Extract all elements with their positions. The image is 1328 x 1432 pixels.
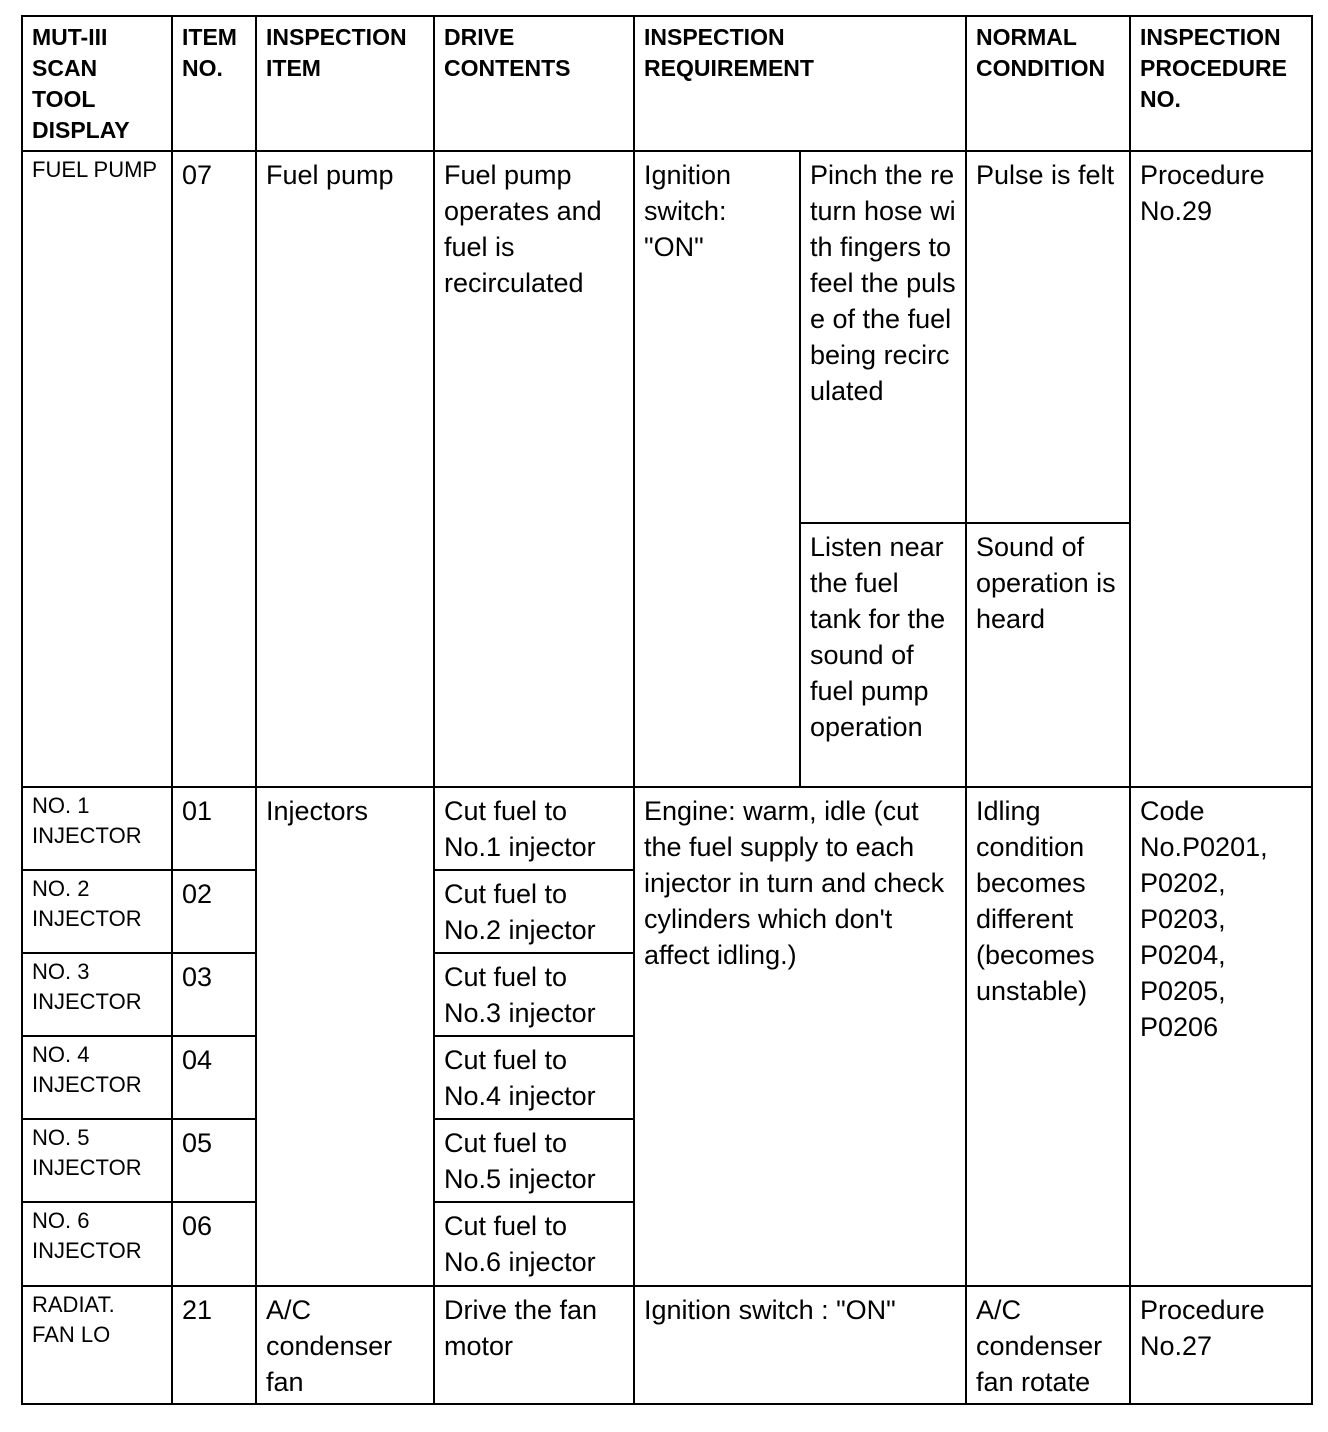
procedure-fuel-pump: Procedure No.29: [1130, 151, 1312, 787]
drive-injector-3: Cut fuel to No.3 injector: [434, 953, 634, 1036]
item-no-injector-6: 06: [172, 1202, 256, 1286]
display-injector-6: NO. 6 INJECTOR: [22, 1202, 172, 1286]
drive-fuel-pump: Fuel pump operates and fuel is recirculated: [434, 151, 634, 787]
check-listen-fuel-tank: Listen near the fuel tank for the sound of fuel pump operation: [800, 523, 966, 787]
display-injector-2: NO. 2 INJECTOR: [22, 870, 172, 953]
display-injector-4: NO. 4 INJECTOR: [22, 1036, 172, 1119]
procedure-fan: Procedure No.27: [1130, 1286, 1312, 1404]
procedure-injectors: Code No.P0201, P0202, P0203, P0204, P0205, P0206: [1130, 787, 1312, 1286]
normal-pulse-felt: Pulse is felt: [966, 151, 1130, 523]
display-injector-3: NO. 3 INJECTOR: [22, 953, 172, 1036]
table-row: [22, 1286, 1312, 1404]
check-pinch-return-hose: Pinch the return hose with fingers to feel the pulse of the fuel being recirculated: [800, 151, 966, 523]
header-display: MUT-III SCAN TOOL DISPLAY: [22, 16, 172, 151]
inspection-item-fan: A/C condenser fan: [256, 1286, 434, 1404]
display-radiat-fan-lo: RADIAT. FAN LO: [22, 1286, 172, 1404]
requirement-fan: Ignition switch : "ON": [634, 1286, 966, 1404]
header-normal-condition: NORMAL CONDITION: [966, 16, 1130, 151]
display-injector-5: NO. 5 INJECTOR: [22, 1119, 172, 1202]
header-item-no: ITEM NO.: [172, 16, 256, 151]
header-inspection-item: INSPECTION ITEM: [256, 16, 434, 151]
item-no-injector-3: 03: [172, 953, 256, 1036]
item-no-injector-4: 04: [172, 1036, 256, 1119]
drive-injector-5: Cut fuel to No.5 injector: [434, 1119, 634, 1202]
inspection-item-fuel-pump: Fuel pump: [256, 151, 434, 787]
table-row: [22, 151, 1312, 523]
header-requirement: INSPECTION REQUIREMENT: [634, 16, 966, 151]
drive-fan: Drive the fan motor: [434, 1286, 634, 1404]
display-injector-1: NO. 1 INJECTOR: [22, 787, 172, 870]
item-no-injector-2: 02: [172, 870, 256, 953]
drive-injector-1: Cut fuel to No.1 injector: [434, 787, 634, 870]
normal-fan: A/C condenser fan rotate: [966, 1286, 1130, 1404]
header-drive-contents: DRIVE CONTENTS: [434, 16, 634, 151]
table-row: [22, 787, 1312, 870]
drive-injector-2: Cut fuel to No.2 injector: [434, 870, 634, 953]
item-no-injector-1: 01: [172, 787, 256, 870]
normal-injectors: Idling condition becomes different (becomes unstable): [966, 787, 1130, 1286]
requirement-fuel-pump: Ignition switch: "ON": [634, 151, 800, 787]
actuator-test-table: [21, 15, 1313, 1405]
requirement-injectors: Engine: warm, idle (cut the fuel supply to each injector in turn and check cylinders which don't affect idling.): [634, 787, 966, 1286]
header-row: [22, 16, 1312, 151]
inspection-item-injectors: Injectors: [256, 787, 434, 1286]
drive-injector-6: Cut fuel to No.6 injector: [434, 1202, 634, 1286]
display-fuel-pump: FUEL PUMP: [22, 151, 172, 787]
item-no-fuel-pump: 07: [172, 151, 256, 787]
drive-injector-4: Cut fuel to No.4 injector: [434, 1036, 634, 1119]
header-procedure-no: INSPECTION PROCEDURE NO.: [1130, 16, 1312, 151]
item-no-injector-5: 05: [172, 1119, 256, 1202]
item-no-fan: 21: [172, 1286, 256, 1404]
normal-sound-heard: Sound of operation is heard: [966, 523, 1130, 787]
